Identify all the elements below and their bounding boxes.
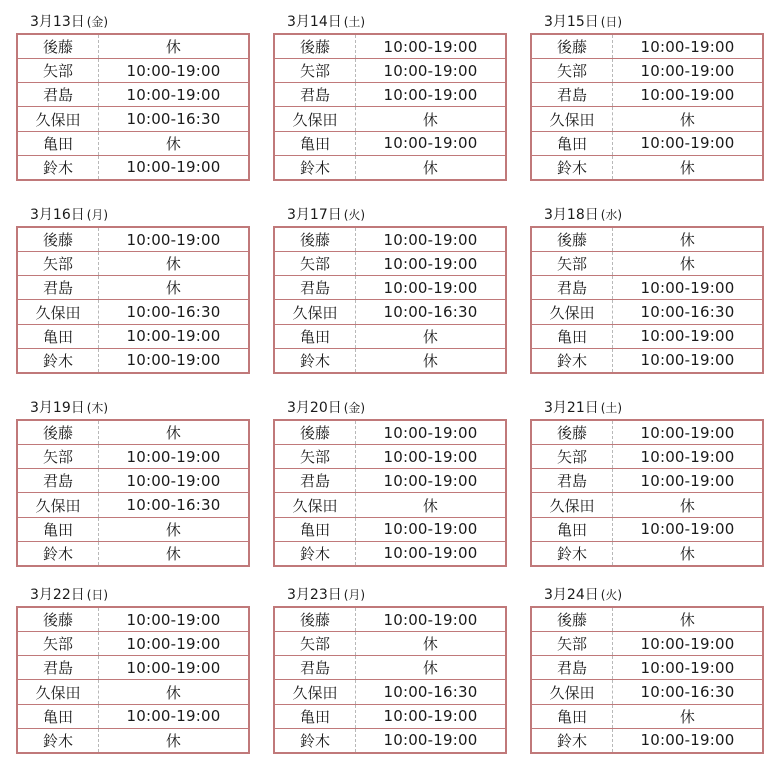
shift-hours: 10:00-19:00	[99, 632, 250, 656]
staff-name: 久保田	[274, 493, 356, 517]
schedule-table	[16, 33, 250, 181]
table-row	[17, 680, 249, 704]
shift-hours: 10:00-19:00	[99, 445, 250, 469]
date-label: 3月19日	[30, 400, 85, 416]
staff-name: 亀田	[531, 131, 613, 155]
table-row	[17, 131, 249, 155]
table-row	[531, 493, 763, 517]
shift-hours: 休	[356, 493, 507, 517]
staff-name: 君島	[17, 469, 99, 493]
staff-name: 亀田	[531, 517, 613, 541]
staff-name: 久保田	[531, 493, 613, 517]
shift-hours: 休	[613, 493, 764, 517]
shift-hours: 10:00-19:00	[356, 276, 507, 300]
staff-name: 後藤	[274, 607, 356, 632]
table-row	[17, 493, 249, 517]
shift-hours: 10:00-16:30	[99, 300, 250, 324]
table-row	[17, 324, 249, 348]
shift-hours: 休	[613, 704, 764, 728]
table-row	[17, 632, 249, 656]
table-row	[274, 493, 506, 517]
weekday-label: (金)	[86, 15, 109, 29]
table-row	[274, 107, 506, 131]
staff-name: 久保田	[17, 107, 99, 131]
shift-hours: 休	[679, 544, 696, 563]
shift-hours: 10:00-19:00	[126, 351, 221, 370]
shift-hours: 10:00-19:00	[356, 59, 507, 83]
shift-hours: 10:00-16:30	[99, 493, 250, 517]
table-row	[17, 607, 249, 632]
shift-hours: 10:00-19:00	[356, 607, 507, 632]
shift-hours: 10:00-19:00	[356, 227, 507, 252]
table-row	[531, 107, 763, 131]
date-heading	[530, 204, 764, 226]
table-row	[531, 131, 763, 155]
staff-name: 矢部	[17, 59, 99, 83]
shift-hours: 10:00-19:00	[99, 607, 250, 632]
date-label: 3月22日	[30, 587, 85, 603]
table-row	[274, 276, 506, 300]
staff-name: 矢部	[17, 632, 99, 656]
staff-name: 矢部	[274, 445, 356, 469]
staff-name: 君島	[274, 276, 356, 300]
table-row	[531, 252, 763, 276]
date-label: 3月23日	[287, 587, 342, 603]
shift-hours: 10:00-19:00	[356, 83, 507, 107]
shift-hours: 10:00-19:00	[99, 469, 250, 493]
date-heading	[16, 397, 250, 419]
shift-hours: 10:00-19:00	[383, 544, 478, 563]
staff-name: 亀田	[17, 517, 99, 541]
schedule-table	[273, 419, 507, 567]
schedule-block	[273, 204, 507, 374]
staff-name: 君島	[274, 83, 356, 107]
staff-name: 君島	[17, 656, 99, 680]
table-row	[17, 469, 249, 493]
shift-hours: 10:00-19:00	[356, 131, 507, 155]
staff-name: 亀田	[274, 704, 356, 728]
date-label: 3月21日	[544, 400, 599, 416]
table-row	[274, 252, 506, 276]
table-row	[274, 348, 506, 373]
schedule-block	[273, 397, 507, 567]
staff-name: 後藤	[531, 420, 613, 445]
table-row	[274, 728, 506, 753]
staff-name: 亀田	[17, 131, 99, 155]
staff-name: 君島	[274, 656, 356, 680]
date-heading	[273, 11, 507, 33]
shift-hours: 休	[613, 252, 764, 276]
table-row	[17, 300, 249, 324]
staff-name: 後藤	[17, 227, 99, 252]
staff-name: 鈴木	[17, 728, 99, 753]
date-label: 3月15日	[544, 14, 599, 30]
weekday-label: (火)	[343, 208, 366, 222]
shift-hours: 休	[99, 252, 250, 276]
schedule-block	[16, 204, 250, 374]
shift-hours: 休	[613, 107, 764, 131]
date-heading	[273, 204, 507, 226]
shift-hours: 10:00-19:00	[613, 632, 764, 656]
staff-name: 後藤	[274, 227, 356, 252]
shift-hours: 10:00-19:00	[356, 34, 507, 59]
staff-name: 矢部	[531, 59, 613, 83]
table-row	[17, 348, 249, 373]
date-heading	[273, 397, 507, 419]
shift-hours: 10:00-19:00	[99, 656, 250, 680]
table-row	[531, 541, 763, 566]
schedule-block	[530, 11, 764, 181]
staff-name: 矢部	[274, 632, 356, 656]
staff-name: 亀田	[17, 704, 99, 728]
table-row	[274, 227, 506, 252]
table-row	[17, 445, 249, 469]
staff-name: 亀田	[274, 517, 356, 541]
staff-name: 矢部	[17, 445, 99, 469]
table-row	[17, 517, 249, 541]
shift-hours: 10:00-19:00	[613, 324, 764, 348]
table-row	[531, 469, 763, 493]
shift-hours: 休	[99, 420, 250, 445]
table-row	[274, 59, 506, 83]
table-row	[17, 276, 249, 300]
shift-hours: 休	[613, 227, 764, 252]
date-label: 3月14日	[287, 14, 342, 30]
table-row	[17, 83, 249, 107]
schedule-block	[530, 584, 764, 754]
staff-name: 君島	[17, 276, 99, 300]
table-row	[531, 517, 763, 541]
shift-hours: 10:00-19:00	[99, 704, 250, 728]
date-label: 3月17日	[287, 207, 342, 223]
staff-name: 後藤	[531, 34, 613, 59]
table-row	[274, 324, 506, 348]
table-row	[17, 656, 249, 680]
schedule-table	[16, 606, 250, 754]
shift-hours: 10:00-16:30	[613, 680, 764, 704]
shift-hours: 10:00-19:00	[613, 276, 764, 300]
staff-name: 鈴木	[274, 728, 356, 753]
weekday-label: (日)	[600, 15, 623, 29]
staff-name: 久保田	[17, 493, 99, 517]
table-row	[17, 728, 249, 753]
schedule-block	[16, 397, 250, 567]
date-heading	[16, 584, 250, 606]
weekday-label: (月)	[343, 588, 366, 602]
table-row	[531, 445, 763, 469]
shift-hours: 休	[356, 632, 507, 656]
schedule-table	[273, 606, 507, 754]
staff-name: 鈴木	[17, 541, 99, 566]
table-row	[274, 704, 506, 728]
staff-name: 後藤	[17, 420, 99, 445]
staff-name: 後藤	[531, 607, 613, 632]
table-row	[17, 107, 249, 131]
shift-hours: 10:00-19:00	[640, 731, 735, 750]
table-row	[531, 227, 763, 252]
shift-hours: 10:00-19:00	[383, 731, 478, 750]
table-row	[274, 155, 506, 180]
staff-name: 久保田	[17, 300, 99, 324]
shift-hours: 休	[99, 517, 250, 541]
shift-hours: 休	[99, 131, 250, 155]
table-row	[274, 300, 506, 324]
schedule-block	[530, 204, 764, 374]
staff-name: 鈴木	[274, 541, 356, 566]
table-row	[274, 680, 506, 704]
shift-hours: 10:00-19:00	[613, 445, 764, 469]
table-row	[531, 656, 763, 680]
table-row	[531, 276, 763, 300]
shift-hours: 10:00-19:00	[613, 83, 764, 107]
staff-name: 亀田	[531, 324, 613, 348]
staff-name: 矢部	[17, 252, 99, 276]
shift-hours: 10:00-16:30	[356, 300, 507, 324]
shift-hours: 10:00-19:00	[99, 59, 250, 83]
shift-hours: 10:00-19:00	[356, 420, 507, 445]
shift-hours: 10:00-19:00	[356, 469, 507, 493]
shift-hours: 10:00-16:30	[613, 300, 764, 324]
table-row	[531, 59, 763, 83]
shift-hours: 10:00-19:00	[99, 324, 250, 348]
shift-hours: 休	[356, 656, 507, 680]
schedule-table	[273, 33, 507, 181]
shift-hours: 10:00-19:00	[613, 34, 764, 59]
shift-hours: 10:00-19:00	[613, 517, 764, 541]
table-row	[17, 252, 249, 276]
staff-name: 鈴木	[17, 155, 99, 180]
shift-hours: 休	[99, 276, 250, 300]
date-heading	[16, 11, 250, 33]
table-row	[17, 59, 249, 83]
table-row	[274, 656, 506, 680]
shift-hours: 10:00-19:00	[99, 83, 250, 107]
staff-name: 久保田	[531, 300, 613, 324]
staff-name: 矢部	[531, 252, 613, 276]
staff-name: 矢部	[274, 59, 356, 83]
table-row	[17, 155, 249, 180]
staff-name: 久保田	[274, 107, 356, 131]
staff-name: 亀田	[274, 131, 356, 155]
staff-name: 久保田	[531, 107, 613, 131]
staff-name: 君島	[531, 469, 613, 493]
shift-hours: 10:00-16:30	[356, 680, 507, 704]
staff-name: 後藤	[17, 34, 99, 59]
table-row	[274, 445, 506, 469]
table-row	[274, 632, 506, 656]
staff-name: 鈴木	[274, 155, 356, 180]
shift-hours: 休	[165, 731, 182, 750]
shift-hours: 10:00-19:00	[356, 704, 507, 728]
table-row	[274, 469, 506, 493]
schedule-table	[16, 419, 250, 567]
table-row	[531, 348, 763, 373]
date-label: 3月13日	[30, 14, 85, 30]
table-row	[17, 541, 249, 566]
staff-name: 亀田	[17, 324, 99, 348]
weekday-label: (土)	[600, 401, 623, 415]
shift-hours: 10:00-19:00	[613, 59, 764, 83]
staff-name: 後藤	[274, 34, 356, 59]
shift-hours: 休	[679, 158, 696, 177]
shift-hours: 休	[613, 607, 764, 632]
table-row	[274, 34, 506, 59]
shift-hours: 休	[356, 107, 507, 131]
shift-hours: 10:00-19:00	[99, 227, 250, 252]
staff-name: 鈴木	[531, 541, 613, 566]
shift-hours: 10:00-19:00	[613, 131, 764, 155]
shift-hours: 10:00-19:00	[356, 445, 507, 469]
date-heading	[530, 11, 764, 33]
staff-name: 久保田	[17, 680, 99, 704]
schedule-table	[530, 419, 764, 567]
table-row	[17, 420, 249, 445]
staff-name: 後藤	[17, 607, 99, 632]
table-row	[531, 300, 763, 324]
shift-hours: 10:00-19:00	[356, 252, 507, 276]
schedule-block	[273, 11, 507, 181]
date-label: 3月24日	[544, 587, 599, 603]
table-row	[531, 420, 763, 445]
weekday-label: (水)	[600, 208, 623, 222]
schedule-table	[16, 226, 250, 374]
date-heading	[16, 204, 250, 226]
staff-name: 亀田	[274, 324, 356, 348]
schedule-block	[530, 397, 764, 567]
shift-hours: 10:00-19:00	[356, 517, 507, 541]
staff-name: 君島	[531, 656, 613, 680]
schedule-block	[16, 11, 250, 181]
weekday-label: (日)	[86, 588, 109, 602]
table-row	[274, 83, 506, 107]
staff-name: 亀田	[531, 704, 613, 728]
staff-name: 後藤	[274, 420, 356, 445]
shift-hours: 10:00-19:00	[126, 158, 221, 177]
table-row	[531, 155, 763, 180]
table-row	[531, 632, 763, 656]
schedule-block	[273, 584, 507, 754]
staff-name: 鈴木	[531, 155, 613, 180]
shift-hours: 10:00-19:00	[613, 656, 764, 680]
table-row	[531, 34, 763, 59]
staff-name: 君島	[531, 83, 613, 107]
table-row	[274, 541, 506, 566]
table-row	[531, 324, 763, 348]
schedule-block	[16, 584, 250, 754]
weekday-label: (土)	[343, 15, 366, 29]
table-row	[274, 420, 506, 445]
table-row	[17, 227, 249, 252]
staff-name: 君島	[531, 276, 613, 300]
schedule-table	[530, 226, 764, 374]
date-label: 3月18日	[544, 207, 599, 223]
staff-name: 矢部	[274, 252, 356, 276]
shift-hours: 休	[99, 680, 250, 704]
date-heading	[273, 584, 507, 606]
table-row	[531, 83, 763, 107]
shift-hours: 10:00-19:00	[613, 420, 764, 445]
staff-name: 鈴木	[274, 348, 356, 373]
schedule-table	[273, 226, 507, 374]
table-row	[274, 131, 506, 155]
shift-hours: 10:00-16:30	[99, 107, 250, 131]
weekday-label: (木)	[86, 401, 109, 415]
table-row	[17, 704, 249, 728]
weekday-label: (月)	[86, 208, 109, 222]
table-row	[531, 607, 763, 632]
staff-name: 久保田	[274, 300, 356, 324]
shift-hours: 休	[356, 324, 507, 348]
schedule-table	[530, 33, 764, 181]
staff-name: 鈴木	[531, 728, 613, 753]
shift-hours: 休	[165, 544, 182, 563]
table-row	[531, 704, 763, 728]
staff-name: 君島	[17, 83, 99, 107]
weekday-label: (金)	[343, 401, 366, 415]
staff-name: 鈴木	[531, 348, 613, 373]
staff-name: 君島	[274, 469, 356, 493]
table-row	[274, 607, 506, 632]
staff-name: 矢部	[531, 632, 613, 656]
shift-hours: 10:00-19:00	[640, 351, 735, 370]
table-row	[531, 728, 763, 753]
staff-name: 鈴木	[17, 348, 99, 373]
weekday-label: (火)	[600, 588, 623, 602]
staff-name: 久保田	[531, 680, 613, 704]
table-row	[531, 680, 763, 704]
table-row	[274, 517, 506, 541]
staff-name: 久保田	[274, 680, 356, 704]
date-heading	[530, 584, 764, 606]
shift-hours: 休	[422, 158, 439, 177]
shift-hours: 10:00-19:00	[613, 469, 764, 493]
date-label: 3月20日	[287, 400, 342, 416]
date-label: 3月16日	[30, 207, 85, 223]
staff-name: 後藤	[531, 227, 613, 252]
schedule-table	[530, 606, 764, 754]
date-heading	[530, 397, 764, 419]
shift-hours: 休	[99, 34, 250, 59]
staff-name: 矢部	[531, 445, 613, 469]
shift-hours: 休	[422, 351, 439, 370]
table-row	[17, 34, 249, 59]
